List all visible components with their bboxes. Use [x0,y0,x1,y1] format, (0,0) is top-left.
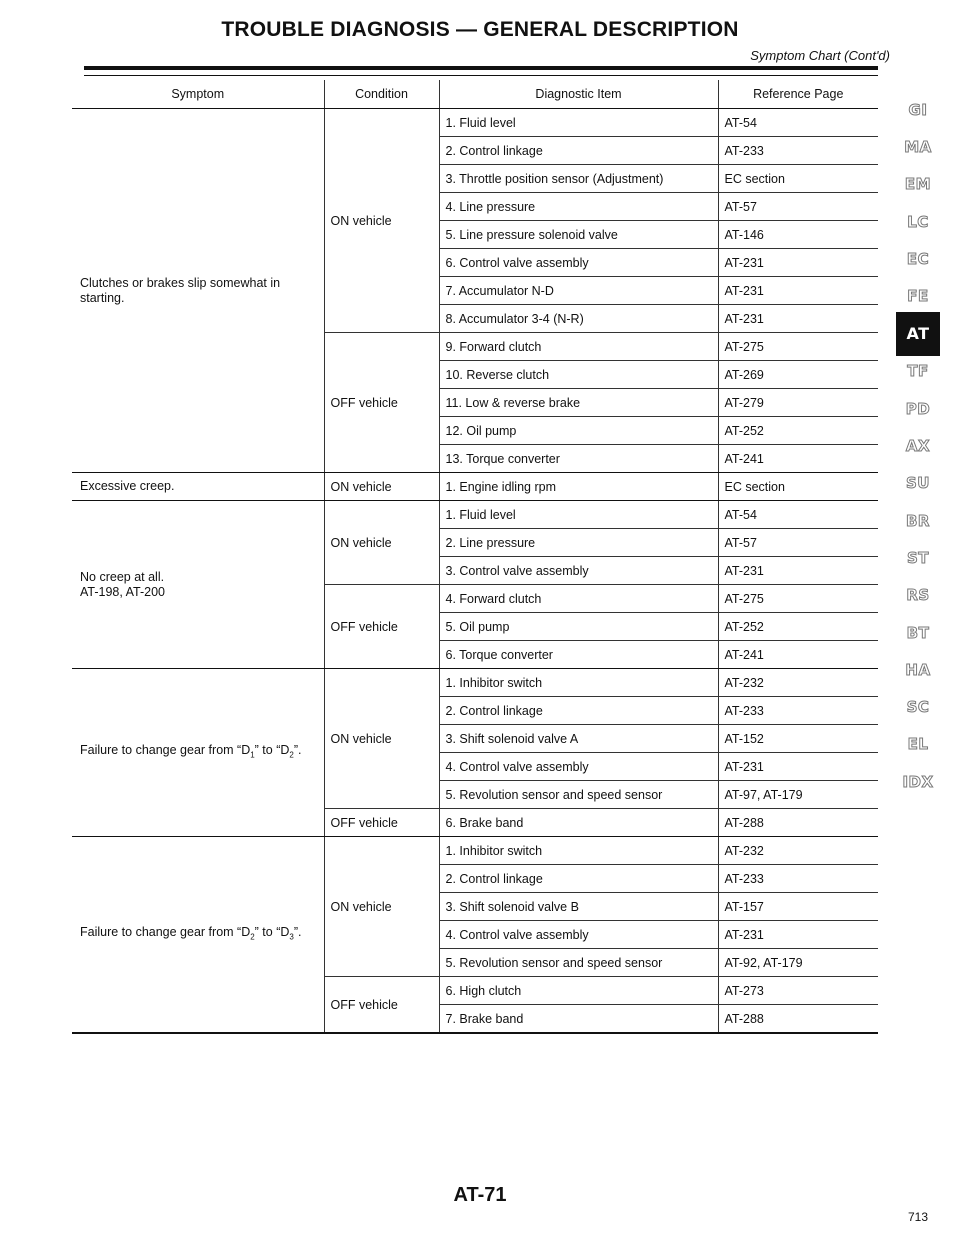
reference-page: AT-275 [718,585,878,613]
diagnostic-item: 2. Control linkage [439,137,718,165]
diagnostic-item: 3. Shift solenoid valve B [439,893,718,921]
section-tab-fe[interactable]: FE [907,287,929,306]
symptom-cell [72,837,324,1034]
reference-page: EC section [718,165,878,193]
section-tab-idx[interactable]: IDX [902,772,934,791]
reference-page: AT-231 [718,753,878,781]
reference-page: AT-279 [718,389,878,417]
reference-page: AT-231 [718,921,878,949]
condition-cell: ON vehicle [324,109,439,333]
reference-page: AT-57 [718,193,878,221]
reference-page: AT-232 [718,669,878,697]
symptom-reference: AT-198, AT-200 [80,584,166,599]
diagnostic-item: 5. Oil pump [439,613,718,641]
diagnostic-item: 3. Shift solenoid valve A [439,725,718,753]
reference-page: AT-92, AT-179 [718,949,878,977]
diagnostic-item: 5. Revolution sensor and speed sensor [439,781,718,809]
condition-cell: ON vehicle [324,501,439,585]
diagnostic-item: 7. Brake band [439,1005,718,1034]
section-tab-at-active[interactable]: AT [896,312,940,356]
reference-page: AT-231 [718,277,878,305]
reference-page: AT-288 [718,809,878,837]
reference-page: AT-57 [718,529,878,557]
symptom-cell [72,501,324,669]
diagnostic-item: 6. Brake band [439,809,718,837]
page-subtitle: Symptom Chart (Cont'd) [750,48,890,63]
col-header-reference-page: Reference Page [718,80,878,109]
reference-page: AT-152 [718,725,878,753]
symptom-text: ” to “D [254,742,290,757]
diagnostic-item: 6. Control valve assembly [439,249,718,277]
diagnostic-item: 4. Forward clutch [439,585,718,613]
diagnostic-item: 4. Control valve assembly [439,921,718,949]
section-tab-sc[interactable]: SC [906,698,930,717]
reference-page: AT-252 [718,613,878,641]
condition-cell: ON vehicle [324,473,439,501]
section-tab-lc[interactable]: LC [907,212,929,231]
diagnostic-item: 13. Torque converter [439,445,718,473]
symptom-text: Failure to change gear from “D [80,924,251,939]
diagnostic-item: 1. Fluid level [439,501,718,529]
reference-page: AT-275 [718,333,878,361]
diagnostic-item: 2. Control linkage [439,865,718,893]
table-row [72,669,878,697]
section-tab-em[interactable]: EM [904,175,932,194]
reference-page: AT-97, AT-179 [718,781,878,809]
section-tab-bt[interactable]: BT [906,623,930,642]
header-rule [84,66,878,70]
section-tab-gi[interactable]: GI [908,100,928,119]
reference-page: AT-241 [718,445,878,473]
symptom-subscript: 1 [250,750,255,760]
diagnostic-item: 8. Accumulator 3-4 (N-R) [439,305,718,333]
diagnostic-item: 5. Line pressure solenoid valve [439,221,718,249]
symptom-cell: Excessive creep. [72,473,324,501]
section-index-tabs [890,96,946,805]
symptom-text: ”. [293,924,302,939]
col-header-symptom: Symptom [72,80,324,109]
diagnostic-item: 2. Line pressure [439,529,718,557]
reference-page: AT-233 [718,865,878,893]
diagnostic-item: 3. Control valve assembly [439,557,718,585]
table-row [72,837,878,865]
reference-page: AT-233 [718,137,878,165]
page-number: 713 [907,1210,928,1224]
section-tab-ec[interactable]: EC [906,249,930,268]
diagnostic-item: 1. Fluid level [439,109,718,137]
section-tab-ha[interactable]: HA [905,660,931,679]
symptom-text: ” to “D [254,924,290,939]
condition-cell: OFF vehicle [324,809,439,837]
symptom-cell [72,669,324,837]
section-tab-ma[interactable]: MA [904,137,932,156]
diagnostic-item: 11. Low & reverse brake [439,389,718,417]
reference-page: AT-252 [718,417,878,445]
reference-page: EC section [718,473,878,501]
table-row [72,473,878,501]
symptom-subscript: 2 [289,750,294,760]
diagnostic-item: 10. Reverse clutch [439,361,718,389]
col-header-diagnostic-item: Diagnostic Item [439,80,718,109]
section-tab-el[interactable]: EL [907,735,929,754]
condition-cell: ON vehicle [324,837,439,977]
diagnostic-item: 1. Inhibitor switch [439,669,718,697]
symptom-text: ”. [293,742,302,757]
section-tab-st[interactable]: ST [906,548,930,567]
section-tab-br[interactable]: BR [906,511,930,530]
symptom-text: No creep at all. [80,569,165,584]
reference-page: AT-54 [718,501,878,529]
condition-cell: ON vehicle [324,669,439,809]
condition-cell: OFF vehicle [324,333,439,473]
table-header-row [72,80,878,109]
section-tab-ax[interactable]: AX [905,437,931,456]
section-tab-rs[interactable]: RS [906,586,930,605]
diagnostic-item: 7. Accumulator N-D [439,277,718,305]
diagnostic-item: 1. Inhibitor switch [439,837,718,865]
condition-cell: OFF vehicle [324,585,439,669]
table-row [72,109,878,137]
table-row [72,501,878,529]
section-tab-tf[interactable]: TF [907,362,929,381]
diagnostic-item: 6. High clutch [439,977,718,1005]
section-tab-pd[interactable]: PD [905,399,931,418]
symptom-chart-table [72,80,878,1034]
reference-page: AT-232 [718,837,878,865]
symptom-text: Failure to change gear from “D [80,742,251,757]
symptom-cell: Clutches or brakes slip somewhat in starting. [72,109,324,473]
reference-page: AT-231 [718,249,878,277]
diagnostic-item: 12. Oil pump [439,417,718,445]
reference-page: AT-288 [718,1005,878,1034]
header-rule-thin [84,75,878,76]
reference-page: AT-269 [718,361,878,389]
reference-page: AT-157 [718,893,878,921]
diagnostic-item: 9. Forward clutch [439,333,718,361]
diagnostic-item: 4. Line pressure [439,193,718,221]
page-code: AT-71 [453,1184,507,1206]
diagnostic-item: 1. Engine idling rpm [439,473,718,501]
reference-page: AT-241 [718,641,878,669]
page-title: TROUBLE DIAGNOSIS — GENERAL DESCRIPTION [221,18,739,41]
reference-page: AT-231 [718,305,878,333]
col-header-condition: Condition [324,80,439,109]
reference-page: AT-54 [718,109,878,137]
reference-page: AT-233 [718,697,878,725]
symptom-subscript: 2 [250,932,255,942]
diagnostic-item: 2. Control linkage [439,697,718,725]
reference-page: AT-273 [718,977,878,1005]
section-tab-su[interactable]: SU [906,474,930,493]
diagnostic-item: 5. Revolution sensor and speed sensor [439,949,718,977]
diagnostic-item: 3. Throttle position sensor (Adjustment) [439,165,718,193]
diagnostic-item: 6. Torque converter [439,641,718,669]
reference-page: AT-146 [718,221,878,249]
reference-page: AT-231 [718,557,878,585]
symptom-subscript: 3 [289,932,294,942]
condition-cell: OFF vehicle [324,977,439,1034]
diagnostic-item: 4. Control valve assembly [439,753,718,781]
